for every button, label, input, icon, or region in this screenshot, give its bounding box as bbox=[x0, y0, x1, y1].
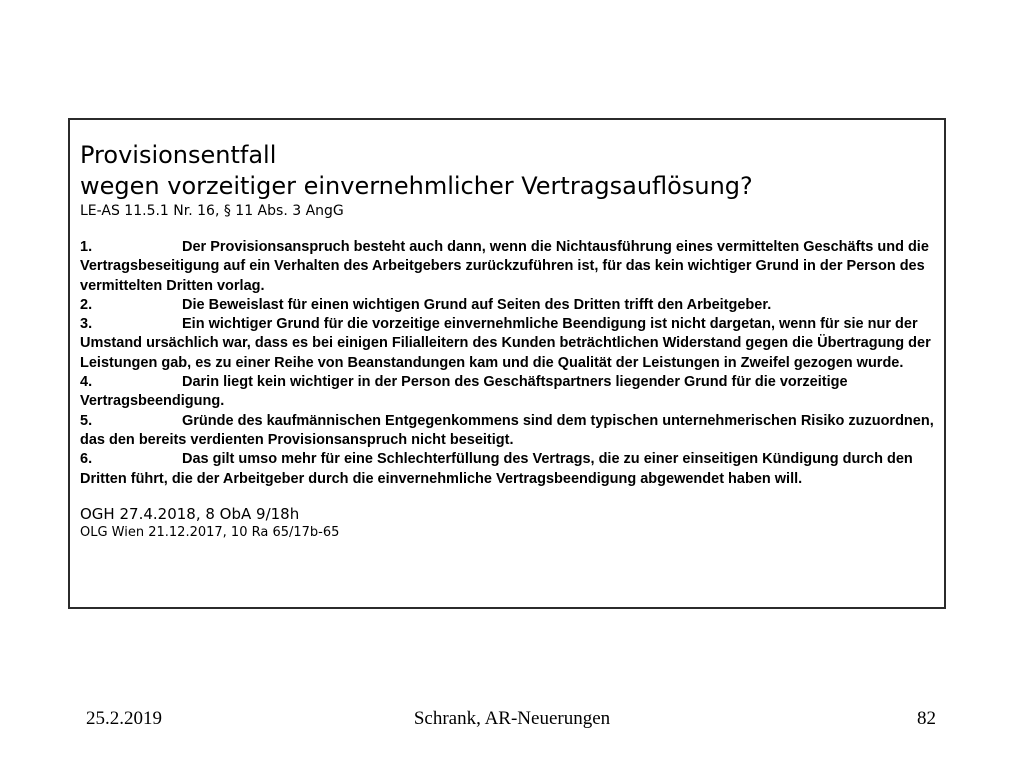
slide-title-line-2: wegen vorzeitiger einvernehmlicher Vertragsauflösung? bbox=[80, 172, 753, 200]
point-item bbox=[80, 373, 934, 412]
footer-title: Schrank, AR-Neuerungen bbox=[413, 708, 611, 729]
spacer bbox=[80, 220, 934, 238]
point-item bbox=[80, 296, 934, 315]
court-citation-olg: OLG Wien 21.12.2017, 10 Ra 65/17b-65 bbox=[80, 524, 340, 540]
point-text: Die Beweislast für einen wichtigen Grund auf Seiten des Dritten trifft den Arbeitgeber. bbox=[182, 296, 772, 313]
point-text: Das gilt umso mehr für eine Schlechterfüllung des Vertrags, die zu einer einseitigen Kündigung durch den Dritten führt, die der Arbeitgeber durch die einvernehmliche Vertragsbeendigung abgewendet haben will. bbox=[80, 451, 913, 487]
point-text: Ein wichtiger Grund für die vorzeitige einvernehmliche Beendigung ist nicht dargetan, wenn für sie nur der Umstand ursächlich war, dass es bei einigen Filialleitern des Kunden beträchtlichen Widerstand gegen die Übertragung der Leistungen gab, es zu einer Reihe von Beanstandungen kam und die Qualität der Leistungen in Zweifel gezogen wurde. bbox=[80, 316, 931, 371]
point-item bbox=[80, 412, 934, 451]
point-number: 2. bbox=[80, 296, 93, 313]
point-text: Darin liegt kein wichtiger in der Person des Geschäftspartners liegender Grund für die vorzeitige Vertragsbeendigung. bbox=[80, 374, 848, 410]
point-number: 5. bbox=[80, 412, 93, 429]
legal-reference: LE-AS 11.5.1 Nr. 16, § 11 Abs. 3 AngG bbox=[80, 203, 344, 219]
point-number: 6. bbox=[80, 451, 93, 468]
point-item bbox=[80, 315, 934, 373]
footer-date: 25.2.2019 bbox=[86, 708, 162, 729]
point-number: 1. bbox=[80, 239, 93, 255]
slide-title-line-1: Provisionsentfall bbox=[80, 141, 277, 169]
point-text: Der Provisionsanspruch besteht auch dann, wenn die Nichtausführung eines vermittelten Geschäfts und die Vertragsbeseitigung auf ein Verhalten des Arbeitgebers zurückzuführen ist, für das kein wichtiger Grund in der Person des vermittelten Dritten vorlag. bbox=[80, 239, 929, 294]
points-list bbox=[80, 238, 934, 489]
court-citation-ogh: OGH 27.4.2018, 8 ObA 9/18h bbox=[80, 504, 300, 523]
page-number: 82 bbox=[917, 708, 936, 729]
spacer bbox=[80, 489, 934, 505]
point-item bbox=[80, 238, 934, 296]
point-number: 4. bbox=[80, 374, 93, 391]
point-number: 3. bbox=[80, 316, 93, 333]
point-item bbox=[80, 450, 934, 489]
content-box bbox=[68, 118, 946, 609]
point-text: Gründe des kaufmännischen Entgegenkommens sind dem typischen unternehmerischen Risiko zuzuordnen, das den bereits verdienten Provisionsanspruch nicht beseitigt. bbox=[80, 412, 934, 448]
